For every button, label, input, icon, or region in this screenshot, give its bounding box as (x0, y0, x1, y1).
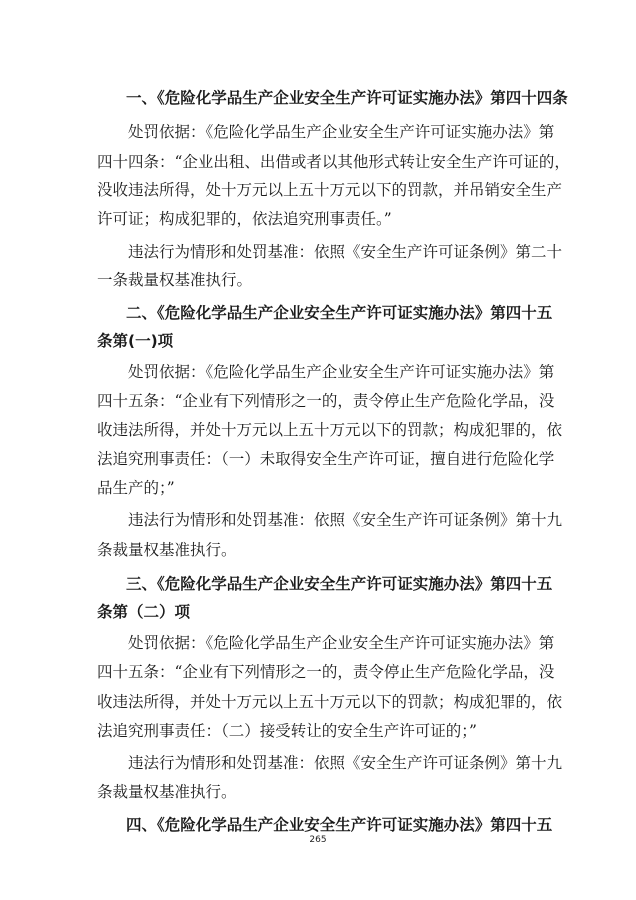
paragraph-line: 法追究刑事责任：（二）接受转让的安全生产许可证的；” (97, 722, 477, 740)
paragraph-line: 违法行为情形和处罚基准：依照《安全生产许可证条例》第十九 (128, 511, 563, 529)
paragraph-line: 处罚依据：《危险化学品生产企业安全生产许可证实施办法》第 (128, 634, 555, 652)
paragraph-line: 条裁量权基准执行。 (97, 783, 237, 801)
paragraph-line: 处罚依据：《危险化学品生产企业安全生产许可证实施办法》第 (128, 123, 555, 141)
section-heading-line: 条第（二）项 (97, 603, 191, 621)
paragraph-line: 违法行为情形和处罚基准：依照《安全生产许可证条例》第二十 (128, 243, 563, 261)
paragraph-line: 品生产的；” (97, 479, 175, 497)
page-number: 265 (309, 835, 327, 845)
paragraph-line: 四十五条：“企业有下列情形之一的，责令停止生产危险化学品，没 (97, 663, 555, 681)
paragraph-line: 没收违法所得，处十万元以上五十万元以下的罚款，并吊销安全生产 (97, 181, 563, 199)
paragraph-line: 收违法所得，并处十万元以上五十万元以下的罚款；构成犯罪的，依 (97, 693, 563, 711)
paragraph-line: 违法行为情形和处罚基准：依照《安全生产许可证条例》第十九 (128, 754, 563, 772)
paragraph-line: 许可证；构成犯罪的，依法追究刑事责任。” (97, 210, 392, 228)
paragraph-line: 处罚依据：《危险化学品生产企业安全生产许可证实施办法》第 (128, 363, 555, 381)
paragraph-line: 条裁量权基准执行。 (97, 541, 237, 559)
section-heading-line: 二、《危险化学品生产企业安全生产许可证实施办法》第四十五 (126, 304, 553, 322)
paragraph-line: 四十五条：“企业有下列情形之一的，责令停止生产危险化学品，没 (97, 392, 555, 410)
section-heading-line: 一、《危险化学品生产企业安全生产许可证实施办法》第四十四条 (126, 89, 568, 107)
section-heading-line: 条第(一)项 (97, 332, 174, 350)
section-heading-line: 三、《危险化学品生产企业安全生产许可证实施办法》第四十五 (126, 575, 553, 593)
paragraph-line: 法追究刑事责任：（一）未取得安全生产许可证，擅自进行危险化学 (97, 450, 555, 468)
section-heading-line: 四、《危险化学品生产企业安全生产许可证实施办法》第四十五 (126, 816, 553, 834)
paragraph-line: 一条裁量权基准执行。 (97, 271, 253, 289)
paragraph-line: 收违法所得，并处十万元以上五十万元以下的罚款；构成犯罪的，依 (97, 421, 563, 439)
paragraph-line: 四十四条：“企业出租、出借或者以其他形式转让安全生产许可证的， (97, 153, 570, 171)
